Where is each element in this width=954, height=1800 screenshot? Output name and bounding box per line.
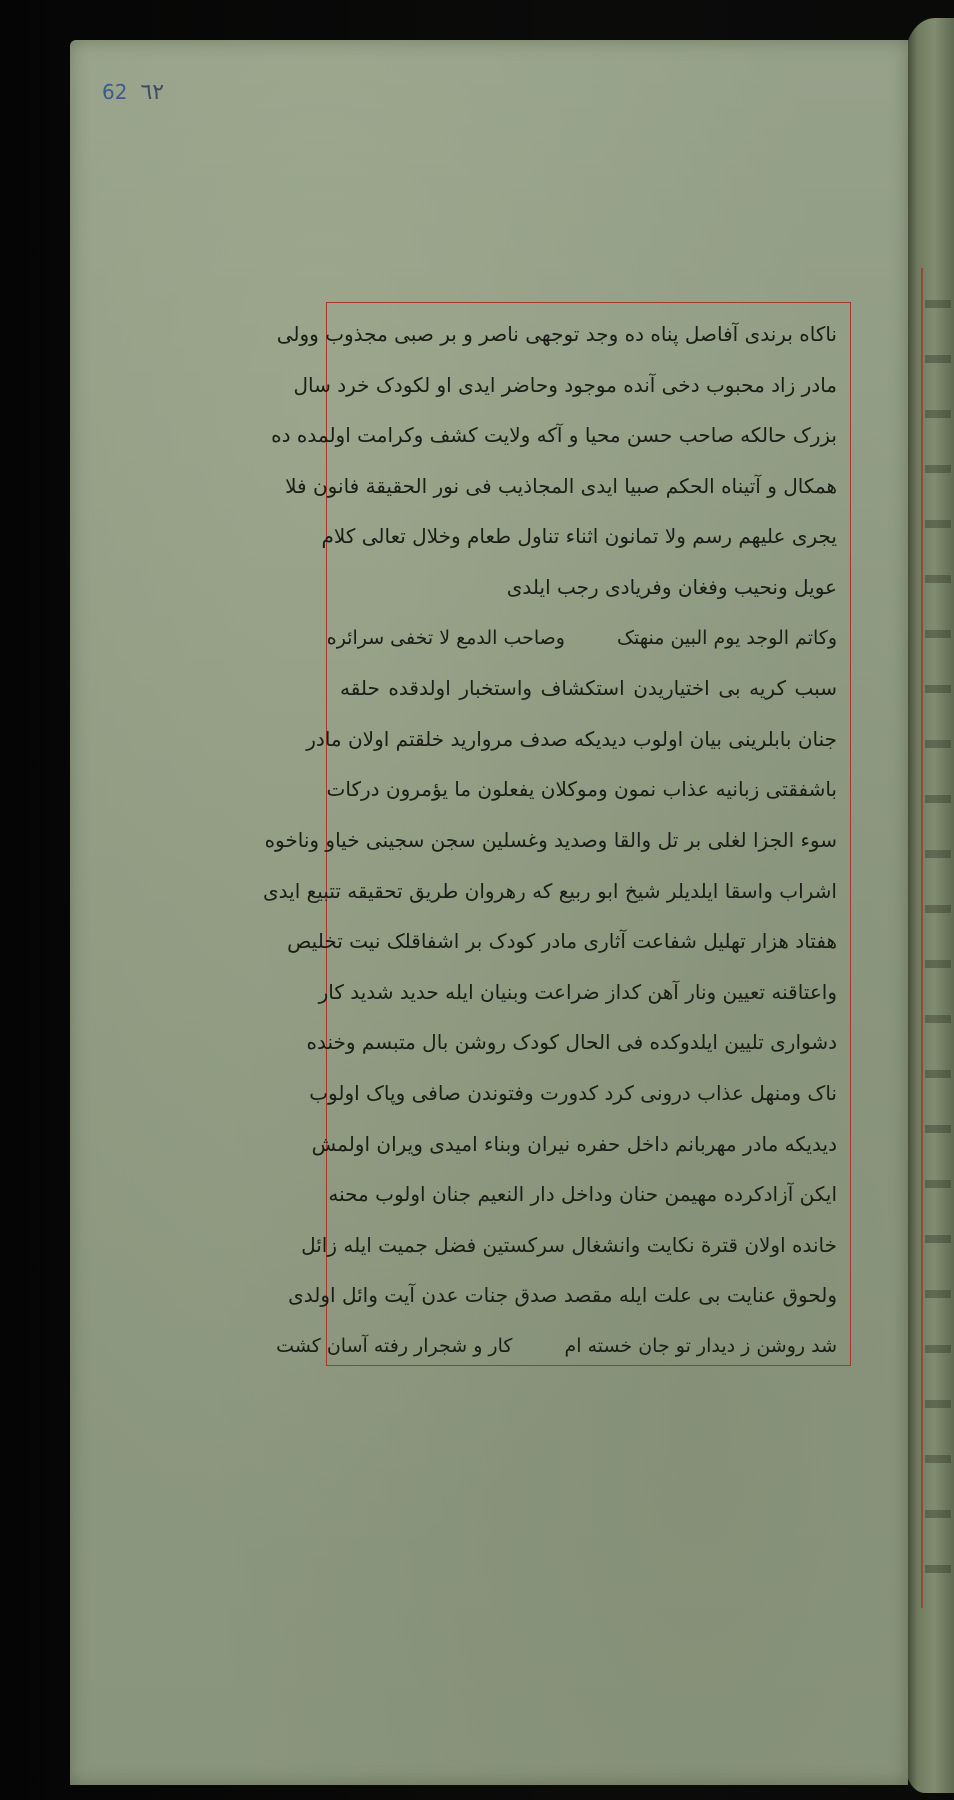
facing-page-edge <box>905 18 954 1793</box>
text-line-8: سبب کریه بی اختیاریدن استکشاف واستخبار اولدقده حلقه <box>340 676 837 701</box>
folio-number-old: 62 <box>102 80 128 104</box>
text-line-5: یجری علیهم رسم ولا تمانون اثناء تناول طعام وخلال تعالی کلام <box>321 524 837 549</box>
text-line-15: دشواری تلیین ایلدوکده فی الحال کودک روشن بال متبسم وخنده <box>306 1030 837 1055</box>
folio-number <box>102 80 164 105</box>
text-line-18: ایکن آزادکرده مهیمن حنان وداخل دار النعیم جنان اولوب محنه <box>328 1182 837 1207</box>
text-line-13: هفتاد هزار تهلیل شفاعت آثاری مادر کودک بر اشفاقلک نیت تخلیص <box>287 929 837 954</box>
text-line-20: ولحوق عنایت بی علت ایله مقصد صدق جنات عدن آیت وائل اولدی <box>288 1283 837 1308</box>
text-line-4: همکال و آتیناه الحکم صبیا ایدی المجاذیب فی نور الحقیقة فانون فلا <box>285 473 837 498</box>
text-line-2: مادر زاد محبوب دخی آنده موجود وحاضر ایدی او لکودک خرد سال <box>293 372 837 397</box>
text-line-10: باشفقتی زبانیه عذاب نمون وموکلان یفعلون ما یؤمرون درکات <box>326 777 837 802</box>
text-frame <box>262 302 851 1366</box>
facing-page-text <box>925 278 951 1578</box>
text-line-9: جنان بابلرینی بیان اولوب دیدیکه صدف مروارید خلقتم اولان مادر <box>306 726 837 751</box>
text-line-6: عویل ونحیب وفغان وفریادی رجب ایلدی <box>506 574 837 599</box>
verse-hemistich-1: وکاتم الوجد یوم البین منهتک <box>617 626 837 649</box>
text-line-19: خانده اولان قترة نکایت وانشغال سرکستین فضل جمیت ایله زائل <box>301 1232 837 1257</box>
text-line-12: اشراب واسقا ایلدیلر شیخ ابو ربیع که رهروان طریق تحقیقه تتبیع ایدی <box>262 878 837 903</box>
text-line-17: دیدیکه مادر مهربانم داخل حفره نیران وبناء امیدی ویران اولمش <box>311 1131 837 1156</box>
verse-hemistich-3: شد روشن ز دیدار تو جان خسته ام <box>564 1334 837 1357</box>
text-line-11: سوء الجزا لغلی بر تل والقا وصدید وغسلین سجن سجینی خیاو وناخوه <box>264 827 837 852</box>
verse-hemistich-2: وصاحب الدمع لا تخفی سرائره <box>326 626 565 649</box>
text-block <box>262 309 837 1371</box>
text-line-1: ناکاه برندی آفاصل پناه ده وجد توجهی ناصر و بر صبی مجذوب وولی <box>276 322 837 346</box>
text-line-3: بزرک حالکه صاحب حسن محیا و آکه ولایت کشف وکرامت اولمده ده <box>271 423 837 448</box>
folio-number-arabic: ٦٢ <box>140 80 165 105</box>
manuscript-folio <box>70 40 908 1785</box>
verse-line-1 <box>326 613 837 664</box>
text-line-16: ناک ومنهل عذاب درونی کرد کدورت وفتوندن صافی وپاک اولوب <box>309 1080 837 1105</box>
text-line-14: واعتاقنه تعیین ونار آهن کداز ضراعت وبنیان ایله حدید شدید کار <box>318 979 837 1004</box>
verse-hemistich-4: کار و شجرار رفته آسان کشت <box>276 1334 513 1357</box>
verse-line-2 <box>276 1321 837 1372</box>
